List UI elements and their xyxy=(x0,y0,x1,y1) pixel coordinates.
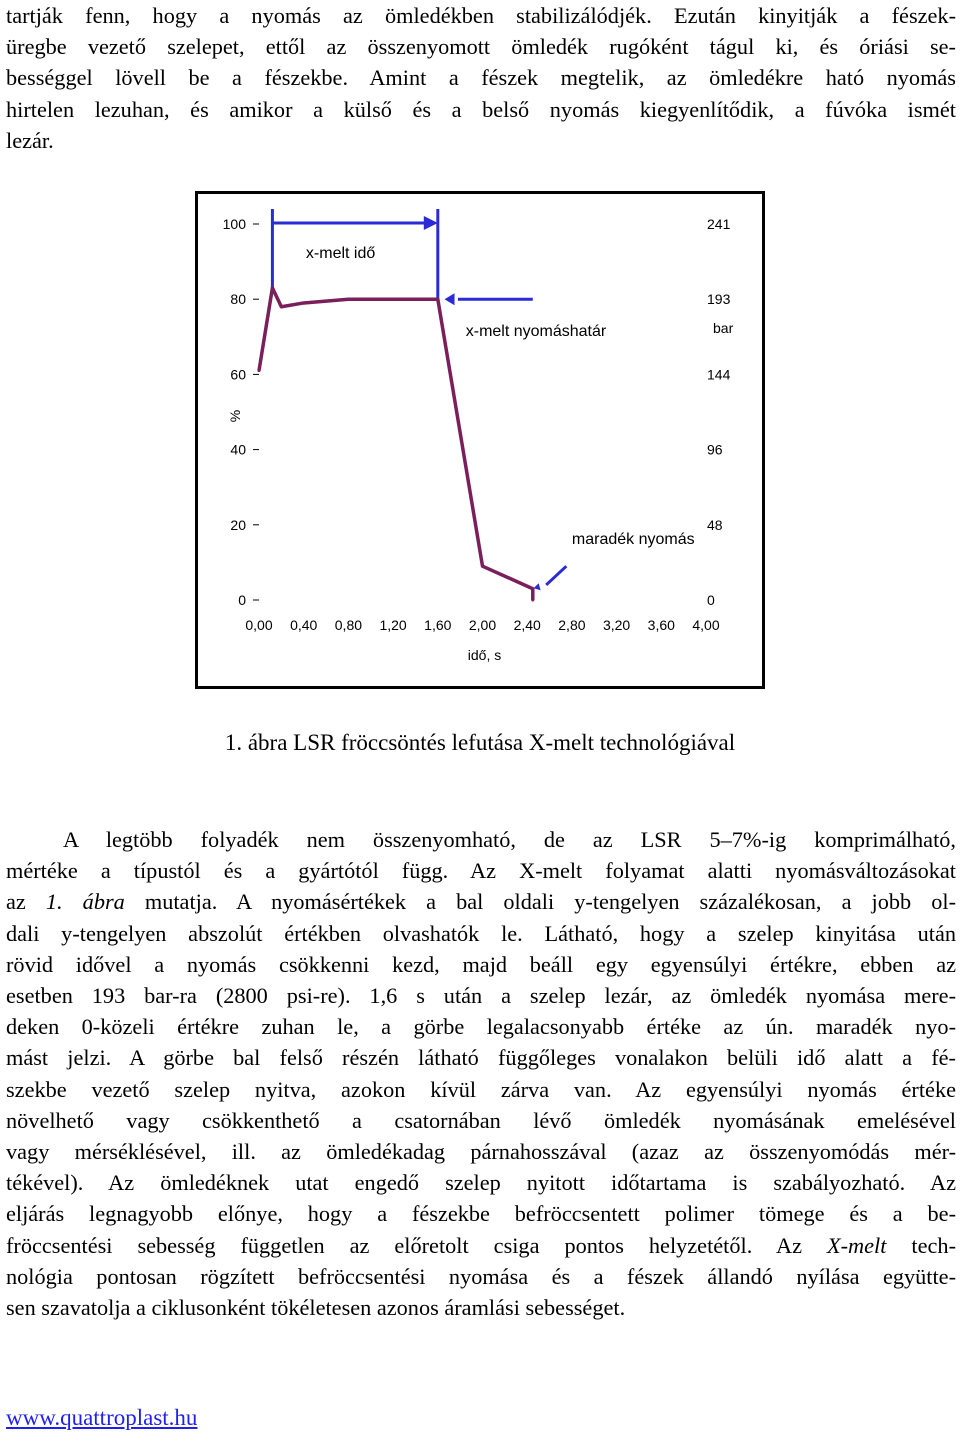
text-line: szekbe vezető szelep nyitva, azokon kívül zárva van. Az egyensúlyi nyomás értéke xyxy=(6,1076,956,1102)
text-line: dali y-tengelyen abszolút értékben olvashatók le. Látható, hogy a szelep kinyitása után xyxy=(6,920,956,946)
text-line: hirtelen lezuhan, és amikor a külső és a belső nyomás kiegyenlítődik, a fúvóka ismét xyxy=(6,96,956,122)
y-right-tick-label: 241 xyxy=(707,216,731,232)
text-line: lezár. xyxy=(6,127,54,153)
y-right-tick-label: 144 xyxy=(707,366,731,383)
y-left-tick-label: 60 xyxy=(230,366,246,383)
text-line: bességgel lövell be a fészekbe. Amint a fészek megtelik, az ömledékre ható nyomás xyxy=(6,65,956,91)
annotation-valve-time: x-melt idő xyxy=(305,245,376,262)
curve-point xyxy=(436,298,439,301)
x-axis-label: idő, s xyxy=(467,647,502,663)
text-line: A legtöbb folyadék nem összenyomható, de az LSR 5–7%-ig komprimálható, xyxy=(63,827,956,852)
curve-point xyxy=(280,305,283,308)
text-line: sen szavatolja a ciklusonként tökéletesen azonos áramlási sebességet. xyxy=(6,1295,626,1321)
y-left-tick-label: 100 xyxy=(222,216,246,232)
y-left-tick-label: 20 xyxy=(230,516,246,533)
text-line: vagy mérséklésével, ill. az ömledékadag párnahosszával (azaz az összenyomódás mér- xyxy=(6,1139,956,1165)
x-tick-label: 0,80 xyxy=(334,617,363,633)
paragraph-intro xyxy=(6,0,956,156)
x-tick-label: 1,20 xyxy=(379,617,407,633)
y-right-axis-label: bar xyxy=(713,320,734,336)
curve-point xyxy=(271,286,274,289)
text-line: tékével). Az ömledéknek utat engedő szelep nyitott időtartama is szabályozható. Az xyxy=(6,1170,956,1196)
valve-time-arrowhead xyxy=(424,216,438,230)
curve-point xyxy=(347,298,350,301)
x-tick-label: 3,60 xyxy=(647,617,675,633)
figure-caption: 1. ábra LSR fröccsöntés lefutása X-melt technológiával xyxy=(224,730,736,755)
y-right-tick-label: 48 xyxy=(707,516,723,533)
x-tick-label: 1,60 xyxy=(424,617,452,633)
text-line: fröccsentési sebesség független az előretolt csiga pontos helyzetétől. Az X-melt tech- xyxy=(6,1232,956,1258)
y-right-tick-label: 0 xyxy=(707,592,715,608)
footer-link[interactable]: www.quattroplast.hu xyxy=(6,1405,198,1430)
annotation-residual: maradék nyomás xyxy=(571,531,695,548)
annotation-pressure-limit: x-melt nyomáshatár xyxy=(465,323,607,340)
text-line: eljárás legnagyobb előnye, hogy a fészekbe befröccsentett polimer tömege és a be- xyxy=(6,1201,956,1227)
curve-point xyxy=(481,565,484,568)
curve-point xyxy=(531,599,534,602)
y-left-tick-label: 0 xyxy=(238,592,246,608)
text-line: növelhető vagy csökkenthető a csatornában lévő ömledék nyomásának emelésével xyxy=(6,1107,956,1133)
text-line: nológia pontosan rögzített befröccsentési nyomása és a fészek állandó nyílása együtte- xyxy=(6,1263,956,1289)
text-line: az 1. ábra mutatja. A nyomásértékek a bal oldali y-tengelyen százalékosan, a jobb ol- xyxy=(6,889,957,915)
pressure-limit-arrowhead xyxy=(445,293,455,305)
text-line: esetben 193 bar-ra (2800 psi-re). 1,6 s után a szelep lezár, az ömledék nyomása mere- xyxy=(6,983,956,1009)
y-right-tick-label: 193 xyxy=(707,291,731,308)
text-line: üregbe vezető szelepet, ettől az összenyomott ömledék rugóként tágul ki, és óriási se- xyxy=(6,34,956,60)
text-line: mértéke a típustól és a gyártótól függ. Az X-melt folyamat alatti nyomásváltozásokat xyxy=(6,858,956,884)
text-line: tartják fenn, hogy a nyomás az ömledékben stabilizálódjék. Ezután kinyitják a fészek- xyxy=(6,3,956,28)
x-tick-label: 4,00 xyxy=(692,617,720,633)
x-tick-label: 3,20 xyxy=(602,617,631,633)
x-tick-label: 2,80 xyxy=(558,617,586,633)
text-line: rövid idővel a nyomás csökkenni kezd, majd beáll egy egyensúlyi értékre, ebben az xyxy=(6,951,956,977)
pressure-chart xyxy=(198,194,762,686)
chart-figure xyxy=(195,191,765,689)
paragraph-main xyxy=(6,824,956,1323)
residual-arrow-line xyxy=(546,566,566,585)
y-left-tick-label: 40 xyxy=(230,441,246,458)
x-tick-label: 2,00 xyxy=(468,617,497,633)
curve-point xyxy=(258,369,261,372)
y-left-axis-label: % xyxy=(227,409,243,423)
text-line: mást jelzi. A görbe bal felső részén látható függőleges vonalakon belüli idő alatt a fé- xyxy=(6,1045,956,1071)
residual-arrowhead xyxy=(534,583,541,590)
x-tick-label: 0,40 xyxy=(290,617,318,633)
text-line: deken 0-közeli értékre zuhan le, a görbe legalacsonyabb értéke az ún. maradék nyo- xyxy=(6,1014,956,1040)
y-left-tick-label: 80 xyxy=(230,291,246,308)
y-right-tick-label: 96 xyxy=(707,441,723,458)
curve-point xyxy=(531,587,534,590)
x-tick-label: 0,00 xyxy=(245,617,273,633)
curve-point xyxy=(302,301,305,304)
x-tick-label: 2,40 xyxy=(513,617,541,633)
